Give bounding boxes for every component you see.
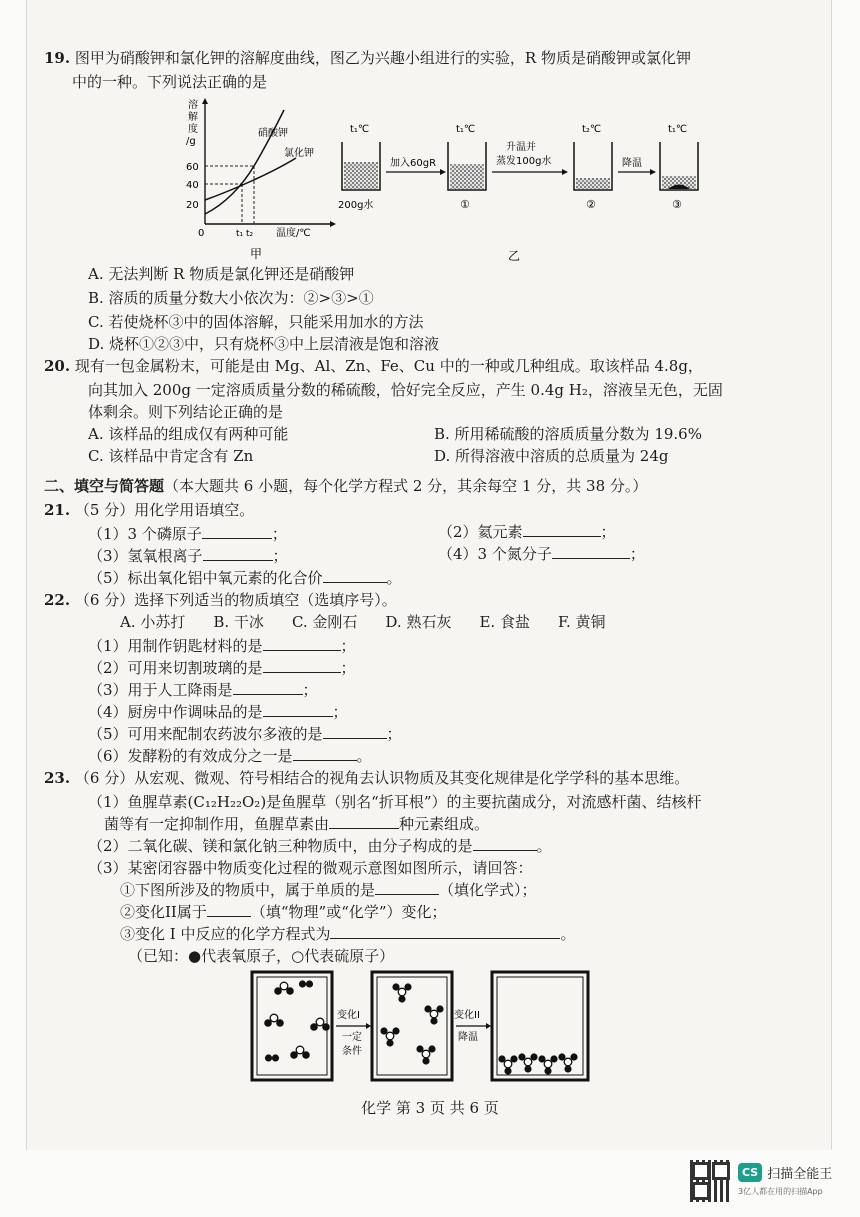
beaker3-temp: t₁℃	[668, 124, 688, 135]
q21-number: 21.	[44, 501, 71, 519]
kno3-label: 硝酸钾	[258, 128, 288, 139]
brand-name: 扫描全能王	[767, 1167, 833, 1182]
q23-line1	[44, 768, 689, 788]
q23-part1-end: 种元素组成。	[399, 815, 490, 833]
beaker0-temp: t₁℃	[350, 124, 370, 135]
q22-item5	[88, 724, 402, 744]
section2-title: 二、填空与简答题	[44, 477, 165, 495]
semicolon: ；	[629, 545, 645, 563]
semicolon: ；	[332, 703, 348, 721]
semicolon: ；	[272, 547, 288, 565]
q23-sub2-end: （填“物理”或“化学”）变化；	[250, 903, 447, 921]
q22-number: 22.	[44, 591, 71, 609]
answer-blank[interactable]	[202, 524, 272, 539]
q23-sub1-end: （填化学式）；	[439, 881, 537, 899]
q23-sub2-text: ②变化II属于	[120, 903, 207, 921]
beaker2-number: ②	[586, 198, 596, 211]
q22-option: E. 食盐	[479, 613, 530, 631]
answer-blank[interactable]	[233, 680, 303, 695]
chart-tick-40: 40	[186, 180, 199, 191]
q21-item2	[438, 522, 616, 542]
beaker0-liquid	[344, 162, 378, 189]
q23-part1-line2	[104, 814, 489, 834]
q21-item3	[88, 546, 288, 566]
q21-item1-text: （1）3 个磷原子	[88, 525, 202, 543]
q19-option-a: A. 无法判断 R 物质是氯化钾还是硝酸钾	[88, 265, 355, 283]
q23-stem: （6 分）从宏观、微观、符号相结合的视角去认识物质及其变化规律是化学学科的基本思维。	[74, 769, 690, 787]
q22-item6	[88, 746, 372, 766]
figure-yi-caption: 乙	[508, 249, 521, 263]
q21-item3-text: （3）氢氧根离子	[88, 547, 203, 565]
q21-item5-text: （5）标出氧化铝中氧元素的化合价	[88, 569, 323, 587]
beaker1-temp: t₁℃	[456, 124, 476, 135]
arrow2-label-2: 蒸发100g水	[496, 156, 552, 167]
q23-part2	[88, 836, 552, 856]
q23-number: 23.	[44, 769, 71, 787]
semicolon: ；	[386, 725, 402, 743]
so3-molecule	[392, 983, 411, 1002]
section2-desc: （本大题共 6 小题，每个化学方程式 2 分，其余每空 1 分，共 38 分。）	[164, 477, 648, 495]
semicolon: ；	[600, 523, 616, 541]
period: 。	[356, 747, 372, 765]
q22-item2	[88, 658, 356, 678]
q19-stem-2: 中的一种。下列说法正确的是	[72, 73, 268, 91]
q22-item2-text: （2）可用来切割玻璃的是	[88, 659, 263, 677]
kno3-curve	[205, 110, 284, 214]
q22-option: A. 小苏打	[120, 613, 186, 631]
o2-molecule	[265, 1054, 279, 1061]
beaker2-temp: t₂℃	[582, 124, 602, 135]
answer-blank[interactable]	[523, 522, 601, 537]
answer-blank[interactable]	[323, 724, 387, 739]
q19-option-c: C. 若使烧杯③中的固体溶解，只能采用加水的方法	[88, 313, 424, 331]
kcl-curve	[205, 158, 296, 200]
q23-sub3-text: ③变化 I 中反应的化学方程式为	[120, 925, 331, 943]
section2-header	[44, 476, 647, 496]
q22-option: F. 黄铜	[557, 613, 606, 631]
arrow1-label: 加入60gR	[390, 158, 437, 169]
micro-diagram	[250, 970, 630, 1084]
chart-tick-20: 20	[186, 200, 199, 211]
scanner-brand	[738, 1162, 832, 1197]
semicolon: ；	[340, 659, 356, 677]
figure-jia-caption: 甲	[250, 247, 263, 261]
q20-option-d: D. 所得溶液中溶质的总质量为 24g	[434, 447, 669, 465]
q23-sub1-text: ①下图所涉及的物质中，属于单质的是	[120, 881, 376, 899]
q21-line1	[44, 500, 254, 520]
so3-molecule	[380, 1027, 399, 1046]
answer-blank[interactable]	[552, 544, 630, 559]
q21-item5	[88, 568, 402, 588]
answer-blank[interactable]	[263, 702, 333, 717]
q23-sub1	[120, 880, 537, 900]
experiment-diagram	[336, 118, 710, 268]
period: 。	[536, 837, 552, 855]
chart-origin: 0	[198, 228, 205, 239]
q20-number: 20.	[44, 357, 71, 375]
chart-tick-60: 60	[186, 162, 199, 173]
so3-molecule	[424, 1005, 443, 1024]
change2-label: 变化II	[454, 1010, 480, 1021]
q22-stem: （6 分）选择下列适当的物质填空（选填序号）。	[74, 591, 397, 609]
answer-blank[interactable]	[293, 746, 357, 761]
q22-item4-text: （4）厨房中作调味品的是	[88, 703, 263, 721]
answer-blank[interactable]	[263, 658, 341, 673]
chart-ylabel-3: 度	[188, 124, 198, 135]
change1-cond2: 条件	[342, 1046, 362, 1057]
cs-logo: CS	[738, 1163, 762, 1182]
q20-stem-3: 体剩余。则下列结论正确的是	[88, 403, 284, 421]
semicolon: ；	[271, 525, 287, 543]
q20-option-c: C. 该样品中肯定含有 Zn	[88, 447, 254, 465]
chart-ylabel-2: 解	[188, 112, 198, 123]
beaker3-number: ③	[672, 198, 682, 211]
q21-item4-text: （4）3 个氮分子	[438, 545, 552, 563]
answer-blank[interactable]	[329, 814, 399, 829]
q22-option: D. 熟石灰	[385, 613, 452, 631]
q23-part3: （3）某密闭容器中物质变化过程的微观示意图如图所示，请回答：	[88, 859, 533, 877]
q20-line1	[44, 356, 703, 376]
chart-xlabel: 温度/℃	[276, 228, 311, 239]
so3-molecule	[416, 1045, 435, 1064]
semicolon: ；	[340, 637, 356, 655]
brand-slogan: 3亿人都在用的扫描App	[738, 1187, 823, 1196]
chart-t1t2: t₁ t₂	[236, 229, 254, 239]
q22-item4	[88, 702, 348, 722]
qr-code	[690, 1160, 732, 1202]
q22-item3	[88, 680, 318, 700]
answer-blank[interactable]	[207, 902, 251, 917]
q22-item6-text: （6）发酵粉的有效成分之一是	[88, 747, 293, 765]
q20-stem-1: 现有一包金属粉末，可能是由 Mg、Al、Zn、Fe、Cu 中的一种或几种组成。取该样品 4.8g，	[74, 357, 703, 375]
q21-stem: （5 分）用化学用语填空。	[74, 501, 255, 519]
q22-item1-text: （1）用制作钥匙材料的是	[88, 637, 263, 655]
q23-part1-text: 菌等有一定抑制作用，鱼腥草素由	[104, 815, 330, 833]
period: 。	[386, 569, 402, 587]
q21-item2-text: （2）氦元素	[438, 523, 523, 541]
q23-part2-text: （2）二氧化碳、镁和氯化钠三种物质中，由分子构成的是	[88, 837, 473, 855]
change2-cond: 降温	[458, 1032, 478, 1043]
beaker0-label: 200g水	[338, 200, 374, 211]
q22-option: B. 干冰	[213, 613, 264, 631]
solubility-chart	[180, 96, 340, 264]
q23-part1-line1: （1）鱼腥草素(C₁₂H₂₂O₂)是鱼腥草（别名“折耳根”）的主要抗菌成分，对流感杆菌、结核杆	[88, 793, 702, 811]
so3-molecule	[538, 1055, 557, 1074]
chart-ylabel-1: 溶	[188, 100, 198, 111]
q19-option-d: D. 烧杯①②③中，只有烧杯③中上层清液是饱和溶液	[88, 335, 440, 353]
q19-line1	[44, 48, 691, 68]
q19-option-b: B. 溶质的质量分数大小依次为：②>③>①	[88, 289, 374, 307]
change1-cond1: 一定	[342, 1032, 362, 1043]
beaker1-number: ①	[460, 198, 470, 211]
q21-item4	[438, 544, 645, 564]
q19-number: 19.	[44, 49, 71, 67]
arrow2-label-1: 升温并	[506, 142, 536, 153]
answer-blank[interactable]	[203, 546, 273, 561]
so3-molecule	[558, 1053, 577, 1072]
chart-ylabel-4: /g	[186, 136, 196, 147]
q22-options	[120, 612, 606, 632]
q19-stem-1: 图甲为硝酸钾和氯化钾的溶解度曲线，图乙为兴趣小组进行的实验，R 物质是硝酸钾或氯化钾	[74, 49, 691, 67]
q20-option-a: A. 该样品的组成仅有两种可能	[88, 425, 289, 443]
change1-label: 变化I	[337, 1010, 360, 1021]
answer-blank[interactable]	[330, 924, 560, 939]
answer-blank[interactable]	[263, 636, 341, 651]
beaker2-liquid	[576, 178, 610, 189]
period: 。	[560, 925, 576, 943]
q22-option: C. 金刚石	[291, 613, 358, 631]
arrow3-label: 降温	[622, 158, 642, 169]
answer-blank[interactable]	[323, 568, 387, 583]
so3-molecule	[498, 1055, 517, 1074]
q22-item3-text: （3）用于人工降雨是	[88, 681, 233, 699]
q23-sub3	[120, 924, 575, 944]
beaker1-liquid	[450, 164, 484, 189]
so2-molecule	[274, 982, 294, 995]
q22-item1	[88, 636, 356, 656]
so3-molecule	[518, 1053, 537, 1072]
kcl-label: 氯化钾	[284, 148, 314, 159]
answer-blank[interactable]	[473, 836, 537, 851]
q22-item5-text: （5）可用来配制农药波尔多液的是	[88, 725, 323, 743]
q20-option-b: B. 所用稀硫酸的溶质质量分数为 19.6%	[434, 425, 702, 443]
box-middle	[372, 972, 452, 1080]
semicolon: ；	[302, 681, 318, 699]
o2-molecule	[299, 980, 313, 987]
q23-sub2	[120, 902, 447, 922]
q23-note: （已知：●代表氧原子，○代表硫原子）	[128, 947, 395, 965]
page-footer: 化学 第 3 页 共 6 页	[361, 1099, 499, 1117]
so2-molecule	[290, 1046, 310, 1059]
answer-blank[interactable]	[375, 880, 439, 895]
q22-line1	[44, 590, 397, 610]
q20-stem-2: 向其加入 200g 一定溶质质量分数的稀硫酸，恰好完全反应，产生 0.4g H₂，溶液呈无色，无固	[88, 381, 723, 399]
so2-molecule	[264, 1014, 284, 1027]
q21-item1	[88, 524, 287, 544]
